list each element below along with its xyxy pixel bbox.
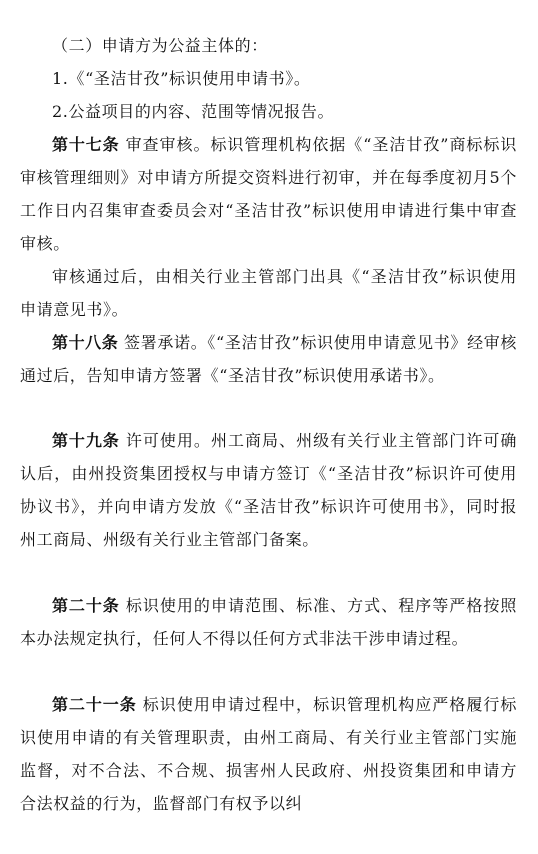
paragraph-text: 审核通过后，由相关行业主管部门出具《“圣洁甘孜”标识使用申请意见书》。 (20, 267, 517, 319)
article-heading: 第二十一条 (52, 695, 137, 714)
paragraph-text: 审查审核。标识管理机构依据《“圣洁甘孜”商标标识审核管理细则》对申请方所提交资料进行初审，并在每季度初月5个工作日内召集审查委员会对“圣洁甘孜”标识使用申请进行集中审查审核。 (20, 135, 517, 253)
article-21-paragraph (20, 689, 517, 821)
paragraph-applicant-public-welfare (20, 30, 517, 63)
article-heading: 第十九条 (52, 431, 120, 450)
paragraph-text: （二）申请方为公益主体的： (52, 36, 268, 55)
paragraph-text: 标识使用申请过程中，标识管理机构应严格履行标识使用申请的有关管理职责，由州工商局、有关行业主管部门实施监督，对不合法、不合规、损害州人民政府、州投资集团和申请方合法权益的行为，监督部门有权予以纠 (20, 695, 517, 813)
paragraph-text: 2.公益项目的内容、范围等情况报告。 (52, 102, 335, 121)
article-heading: 第十八条 (52, 333, 119, 352)
paragraph-text: 1.《“圣洁甘孜”标识使用申请书》。 (52, 69, 311, 88)
paragraph-text: 许可使用。州工商局、州级有关行业主管部门许可确认后，由州投资集团授权与申请方签订《“圣洁甘孜”标识许可使用协议书》，并向申请方发放《“圣洁甘孜”标识许可使用书》，同时报州工商局、州级有关行业主管部门备案。 (20, 431, 517, 549)
article-heading: 第十七条 (52, 135, 120, 154)
article-20-paragraph (20, 590, 517, 656)
article-18-paragraph (20, 327, 517, 393)
list-item-project-report (20, 96, 517, 129)
approval-paragraph (20, 261, 517, 327)
article-heading: 第二十条 (52, 596, 120, 615)
article-17-paragraph (20, 129, 517, 261)
paragraph-text: 签署承诺。《“圣洁甘孜”标识使用申请意见书》经审核通过后，告知申请方签署《“圣洁甘孜”标识使用承诺书》。 (20, 333, 517, 385)
paragraph-text: 标识使用的申请范围、标准、方式、程序等严格按照本办法规定执行，任何人不得以任何方式非法干涉申请过程。 (20, 596, 517, 648)
article-19-paragraph (20, 425, 517, 557)
list-item-application-form (20, 63, 517, 96)
